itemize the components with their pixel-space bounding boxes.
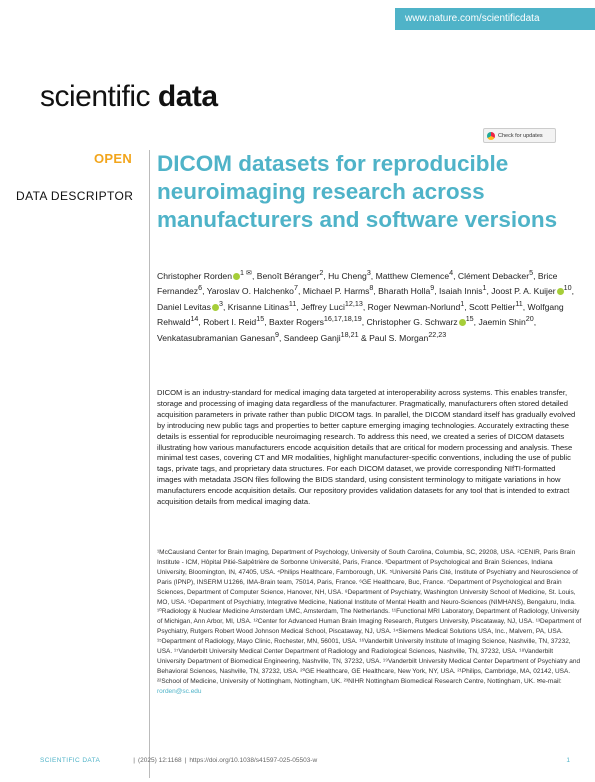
author-affiliation: 9 bbox=[430, 284, 435, 293]
orcid-icon[interactable] bbox=[212, 304, 219, 311]
article-title: DICOM datasets for reproducible neuroimaging research across manufacturers and software versions bbox=[157, 151, 558, 232]
author-affiliation: 10 bbox=[563, 284, 572, 293]
author-name[interactable]: , Brice Fernandez bbox=[157, 270, 558, 297]
footer-doi-link[interactable]: https://doi.org/10.1038/s41597-025-05503-w bbox=[189, 757, 318, 764]
column-divider bbox=[149, 150, 150, 778]
author-affiliation: 14 bbox=[190, 315, 199, 324]
author-affiliation: 15 bbox=[465, 315, 474, 324]
author-affiliation: 22,23 bbox=[428, 330, 447, 339]
author-name[interactable]: , Venkatasubramanian Ganesan bbox=[157, 317, 537, 343]
author-name[interactable]: , Matthew Clemence bbox=[370, 270, 450, 281]
author-name[interactable]: , Baxter Rogers bbox=[264, 317, 324, 328]
author-affiliation: 7 bbox=[293, 284, 298, 293]
footer-separator: | bbox=[133, 757, 135, 764]
author-name[interactable]: , Hu Cheng bbox=[323, 270, 367, 281]
page-footer bbox=[40, 757, 570, 764]
author-name[interactable]: , Yaroslav O. Halchenko bbox=[202, 286, 294, 297]
author-name[interactable]: , Daniel Levitas bbox=[157, 286, 574, 312]
logo-word-data: data bbox=[157, 80, 218, 113]
author-affiliation: 1 ✉ bbox=[240, 269, 252, 277]
author-affiliation: 4 bbox=[449, 269, 454, 277]
footer-journal: SCIENTIFIC DATA bbox=[40, 757, 101, 764]
abstract: DICOM is an industry-standard for medical imaging data targeted at interoperability across systems. This enables transfer, storage and processing of imaging data regardless of the manufacturer. Pragmatically, manufacturers often stored detailed acquisition parameters in private rather than public DICOM tags. In parallel, the DICOM standard itself has gradually evolved by introducing new public tags and properties to better capture emerging imaging technologies. Accurately extracting these details is essential for reproducible neuroimaging research. To address this need, we created a series of DICOM datasets illustrating how various manufacturers encode acquisition details that are critical for modern processing and analysis. These minimal test cases, covering CT and MR modalities, highlight manufacturer-specific conventions, including the use of public tags, private tags, and proprietary data structures. For each DICOM dataset, we provide corresponding NIfTI-formatted images with metadata JSON files following the BIDS standard, using consistent terminology to mitigate variations in how manufacturers encode acquisition details. Our repository provides validation datasets for any tool that is intended to extract acquisition details from medical imaging data. bbox=[157, 388, 576, 507]
author-name[interactable]: , Roger Newman-Norlund bbox=[362, 301, 461, 312]
author-name[interactable]: , Robert I. Reid bbox=[198, 317, 257, 328]
author-affiliation: 3 bbox=[218, 299, 223, 308]
author-affiliation: 11 bbox=[515, 299, 523, 308]
author-name[interactable]: , Bharath Holla bbox=[373, 286, 431, 297]
author-affiliation: 3 bbox=[366, 269, 371, 277]
author-affiliation: 6 bbox=[198, 284, 203, 293]
author-affiliation: 15 bbox=[256, 315, 265, 324]
author-affiliation: 18,21 bbox=[340, 330, 359, 339]
author-affiliation: 11 bbox=[288, 299, 297, 308]
journal-logo bbox=[40, 80, 218, 114]
author-list bbox=[157, 267, 577, 344]
author-name[interactable]: , Joost P. A. Kuijer bbox=[486, 286, 556, 297]
author-affiliation: 2 bbox=[319, 269, 324, 277]
author-name[interactable]: , Jeffrey Luci bbox=[296, 301, 345, 312]
author-affiliation: 12,13 bbox=[344, 299, 363, 308]
author-name[interactable]: Christopher Rorden bbox=[157, 270, 232, 281]
orcid-icon[interactable] bbox=[233, 273, 240, 280]
logo-word-scientific: scientific bbox=[40, 80, 158, 113]
author-affiliation: 1 bbox=[482, 284, 487, 293]
author-name[interactable]: , Clément Debacker bbox=[453, 270, 530, 281]
author-affiliation: 5 bbox=[529, 269, 534, 277]
footer-citation: (2025) 12:1168 bbox=[138, 757, 182, 764]
author-affiliation: 16,17,18,19 bbox=[323, 315, 362, 324]
author-name[interactable]: , Benoît Béranger bbox=[251, 270, 320, 281]
check-for-updates-button[interactable] bbox=[483, 128, 556, 143]
author-name[interactable]: , Jaemin Shin bbox=[473, 317, 526, 328]
affiliations bbox=[157, 548, 582, 697]
orcid-icon[interactable] bbox=[557, 288, 564, 295]
author-name[interactable]: , Scott Peltier bbox=[464, 301, 516, 312]
article-type-label: DATA DESCRIPTOR bbox=[16, 189, 134, 203]
author-name[interactable]: & Paul S. Morgan bbox=[358, 332, 429, 343]
check-for-updates-label: Check for updates bbox=[498, 132, 543, 139]
author-affiliation: 1 bbox=[460, 299, 465, 308]
page-number: 1 bbox=[566, 757, 570, 764]
footer-separator: | bbox=[184, 757, 187, 764]
crossmark-icon bbox=[487, 132, 495, 140]
author-name[interactable]: , Sandeep Ganji bbox=[279, 332, 341, 343]
author-name[interactable]: , Christopher G. Schwarz bbox=[361, 317, 458, 328]
author-name[interactable]: , Wolfgang Rehwald bbox=[157, 301, 564, 328]
author-affiliation: 9 bbox=[275, 330, 279, 339]
author-affiliation: 8 bbox=[369, 284, 374, 293]
email-link[interactable]: rorden@sc.edu bbox=[157, 687, 202, 695]
orcid-icon[interactable] bbox=[459, 319, 466, 326]
open-access-label: OPEN bbox=[94, 151, 133, 166]
affiliations-text: ¹McCausland Center for Brain Imaging, Department of Psychology, University of South Carolina, Columbia, SC, 29208, USA. ²CENIR, Paris Brain Institute - ICM, Hôpital Pitié-Salpêtrière de Sorbonne Université, Paris, France. ³Department of Psychological and Brain Sciences, Indiana University, Bloomington, IN, 47405, USA. ⁴Philips Healthcare, Farnborough, UK. ⁵Université Paris Cité, Institute of Psychiatry and Neuroscience of Paris (IPNP), INSERM U1266, IMA-Brain team, 75014, Paris, France. ⁶GE Healthcare, Buc, France. ⁷Department of Psychological and Brain Sciences, Department of Computer Science, Hanover, NH, USA. ⁸Department of Psychiatry, Washington University School of Medicine, St. Louis, MO, USA. ⁹Department of Psychiatry, Integrative Medicine, National Institute of Mental Health and Neuro-Sciences (NIMHANS), Bengaluru, India. ¹⁰Radiology & Nuclear Medicine Amsterdam UMC, Amsterdam, The Netherlands. ¹¹Functional MRI Laboratory, Department of Radiology, University of Michigan, Ann Arbor, MI, USA. ¹²Center for Advanced Human Brain Imaging Research, Rutgers University, Piscataway, NJ, USA. ¹³Department of Psychiatry, Rutgers Robert Wood Johnson Medical School, Piscataway, NJ, USA. ¹⁴Siemens Medical Solutions USA, Inc., Malvern, PA, USA. ¹⁵Department of Radiology, Mayo Clinic, Rochester, MN, 56001, USA. ¹⁶Vanderbilt University Institute of Imaging Science, Nashville, TN, 37232, USA. ¹⁷Vanderbilt University Medical Center Department of Radiology and Radiological Sciences, Nashville, TN, 37232, USA. ¹⁸Vanderbilt University Department of Biomedical Engineering, Nashville, TN, 37232, USA. ¹⁹Vanderbilt University Medical Center Department of Psychiatry and Behavioral Sciences, Nashville, TN, 37232, USA. ²⁰GE Healthcare, GE Healthcare, New York, NY, USA. ²¹Philips, Cambridge, MA, 02142, USA. ²²School of Medicine, University of Nottingham, Nottingham, UK. ²³NIHR Nottingham Biomedical Research Centre, Nottingham, UK. ✉e-mail: bbox=[157, 549, 582, 685]
journal-url-banner[interactable]: www.nature.com/scientificdata bbox=[395, 8, 595, 30]
author-name[interactable]: , Isaiah Innis bbox=[434, 286, 483, 297]
author-affiliation: 20 bbox=[525, 315, 534, 324]
author-name[interactable]: , Krisanne Litinas bbox=[222, 301, 289, 312]
author-name[interactable]: , Michael P. Harms bbox=[297, 286, 370, 297]
